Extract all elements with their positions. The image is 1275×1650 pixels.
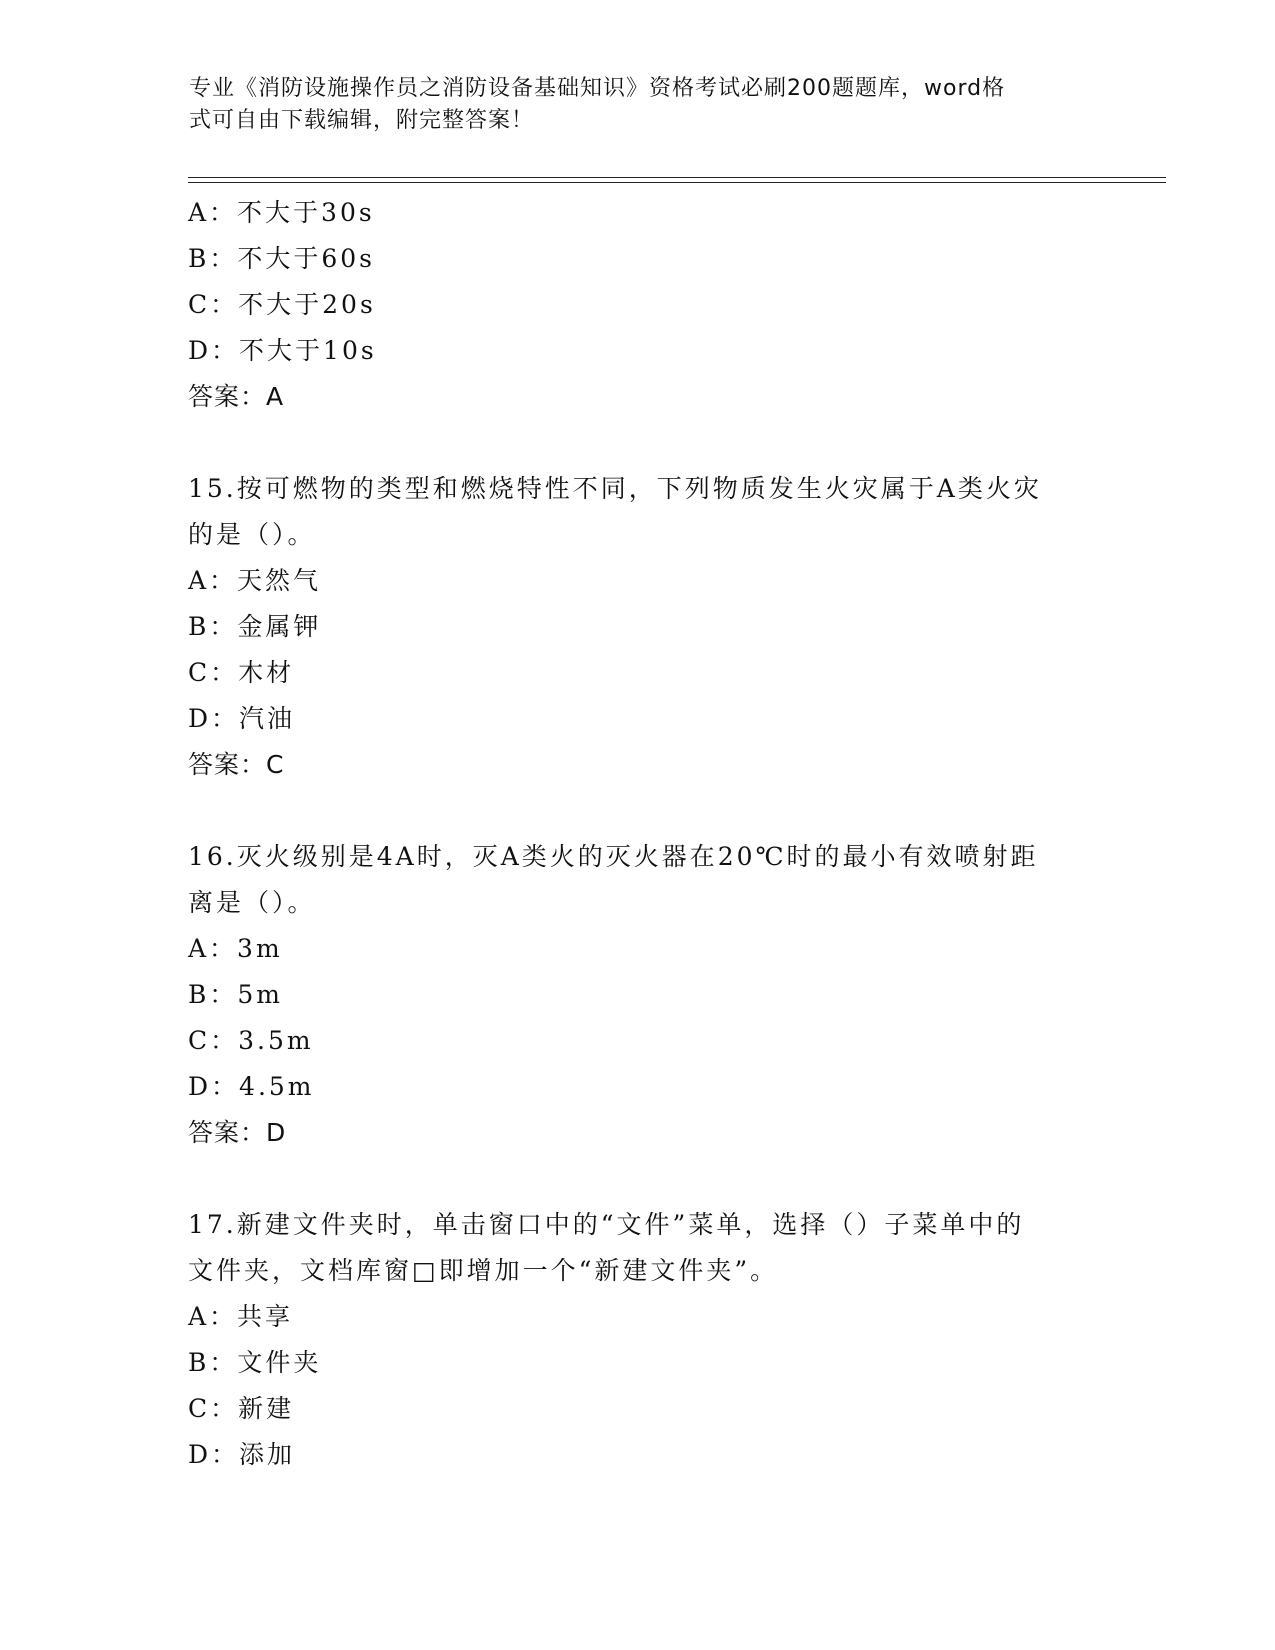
header-line-2: 式可自由下载编辑，附完整答案！ <box>189 108 535 133</box>
option-c: C：3.5m <box>188 1026 314 1055</box>
question-text: 17.新建文件夹时，单击窗口中的“文件”菜单，选择（）子菜单中的 <box>188 1210 1025 1239</box>
question-block-17 <box>188 1202 1088 1478</box>
question-text: 15.按可燃物的类型和燃烧特性不同，下列物质发生火灾属于A类火灾 <box>188 474 1042 503</box>
question-block-16 <box>188 834 1088 1156</box>
question-block-14 <box>188 190 1088 420</box>
spacer <box>188 420 1088 466</box>
option-d: D：汽油 <box>188 704 296 733</box>
spacer <box>188 1156 1088 1202</box>
document-header <box>189 73 1089 137</box>
option-a: A：共享 <box>188 1302 294 1331</box>
header-divider-bottom <box>188 182 1166 183</box>
option-a: A：不大于30s <box>188 198 375 227</box>
answer-line: 答案：D <box>188 1118 287 1147</box>
question-text: 文件夹，文档库窗□即增加一个“新建文件夹”。 <box>188 1256 779 1285</box>
option-a: A：3m <box>188 934 283 963</box>
option-a: A：天然气 <box>188 566 322 595</box>
question-text: 16.灭火级别是4A时，灭A类火的灭火器在20℃时的最小有效喷射距 <box>188 842 1039 871</box>
option-c: C：不大于20s <box>188 290 376 319</box>
option-c: C：木材 <box>188 658 295 687</box>
question-block-15 <box>188 466 1088 788</box>
option-b: B：金属钾 <box>188 612 322 641</box>
header-line-1: 专业《消防设施操作员之消防设备基础知识》资格考试必刷200题题库，word格 <box>189 76 1006 101</box>
question-list <box>188 190 1088 1478</box>
option-d: D：添加 <box>188 1440 296 1469</box>
question-text: 离是（）。 <box>188 888 316 917</box>
option-b: B：不大于60s <box>188 244 376 273</box>
option-b: B：5m <box>188 980 283 1009</box>
option-d: D：4.5m <box>188 1072 315 1101</box>
answer-line: 答案：C <box>188 750 285 779</box>
option-d: D：不大于10s <box>188 336 377 365</box>
header-divider-top <box>188 177 1166 178</box>
answer-line: 答案：A <box>188 382 285 411</box>
option-b: B：文件夹 <box>188 1348 322 1377</box>
question-text: 的是（）。 <box>188 520 316 549</box>
option-c: C：新建 <box>188 1394 295 1423</box>
spacer <box>188 788 1088 834</box>
